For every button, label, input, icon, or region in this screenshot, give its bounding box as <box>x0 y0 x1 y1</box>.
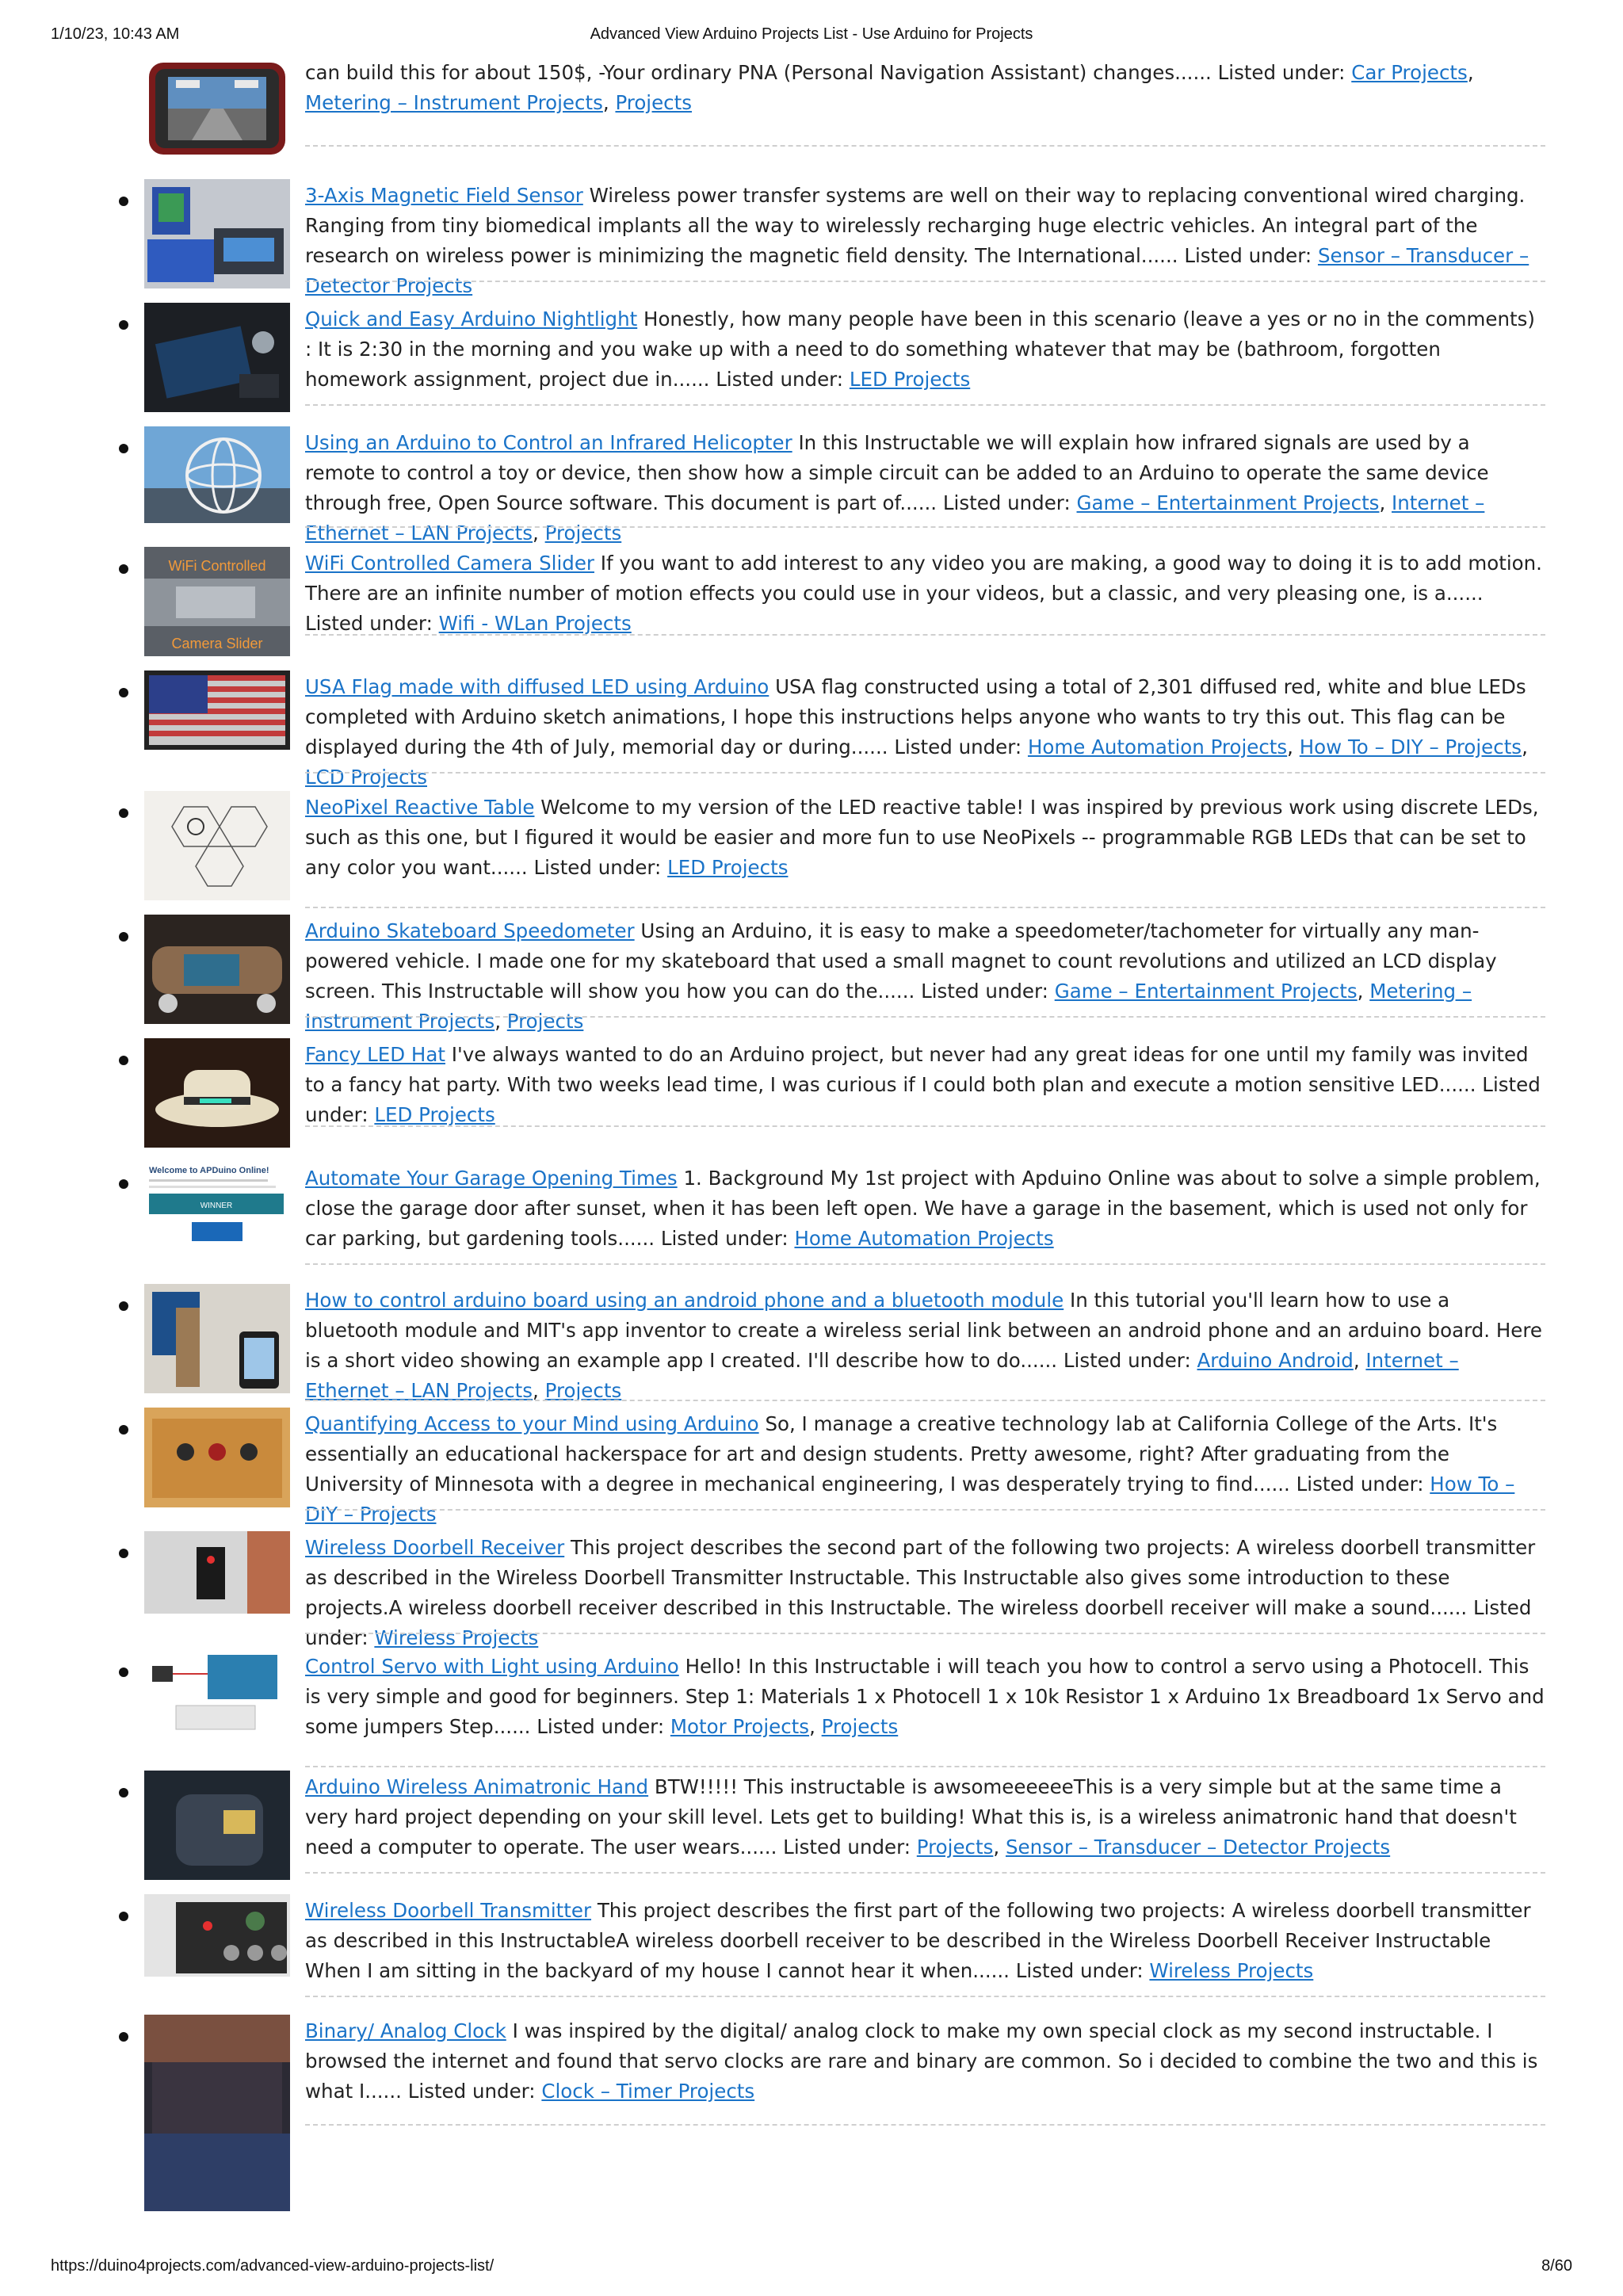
thumb-caption-badge: WINNER <box>200 1201 233 1210</box>
project-text: How to control arduino board using an android phone and a bluetooth module In this tutorial you'll learn how to use a bluetooth module and MIT's app inventor to create a wireless serial link between an android phone and an arduino board. Here is a short video showing an example app I created. I'll describe how to do...... Listed under: Arduino Android, Internet – Ethernet – LAN Projects, Projects <box>305 1289 1542 1402</box>
project-text: Automate Your Garage Opening Times 1. Background My 1st project with Apduino Online was about to solve a simple problem, close the garage door after sunset, when it has been left open. We have a garage in the basement, which is used not only for car parking, but gardening tools...... Listed under: Home Automation Projects <box>305 1167 1541 1250</box>
project-text: Fancy LED Hat I've always wanted to do an Arduino project, but never had any great ideas for one until my family was invited to a fancy hat party. With two weeks lead time, I was curious if I could both plan and execute a motion sensitive LED...... Listed under: LED Projects <box>305 1043 1541 1126</box>
entry-divider <box>305 1263 1545 1265</box>
category-link[interactable]: Projects <box>821 1715 899 1738</box>
entry-divider <box>305 526 1545 528</box>
entry-divider <box>305 907 1545 908</box>
magnetic-sensor-thumbnail[interactable] <box>144 179 290 288</box>
project-text: Using an Arduino to Control an Infrared Helicopter In this Instructable we will explain how infrared signals are used by a remote to control a toy or device, then show how a simple circuit can be added to an Arduino to operate the same device through free, Open Source software. This document is part of...... Listed under: Game – Entertainment Projects, Internet – Ethernet – LAN Projects, Projects <box>305 431 1489 544</box>
category-link[interactable]: Motor Projects <box>670 1715 810 1738</box>
list-bullet <box>119 1425 128 1435</box>
reactive-table-thumbnail[interactable] <box>144 791 290 900</box>
category-link[interactable]: LED Projects <box>667 856 789 879</box>
category-link[interactable]: Projects <box>544 1379 622 1402</box>
category-link[interactable]: Sensor – Transducer – Detector Projects <box>1005 1836 1391 1859</box>
project-title-link[interactable]: Wireless Doorbell Transmitter <box>305 1899 592 1922</box>
list-bullet <box>119 808 128 818</box>
entry-divider <box>305 1125 1545 1127</box>
print-datetime: 1/10/23, 10:43 AM <box>51 25 180 43</box>
category-link[interactable]: Game – Entertainment Projects <box>1076 491 1380 514</box>
category-link[interactable]: Projects <box>615 91 693 114</box>
nightlight-thumbnail[interactable] <box>144 303 290 412</box>
category-link[interactable]: Wifi - WLan Projects <box>438 612 632 635</box>
helicopter-thumbnail[interactable] <box>144 426 290 523</box>
list-bullet <box>119 1912 128 1921</box>
led-hat-thumbnail[interactable] <box>144 1038 290 1148</box>
project-title-link[interactable]: Control Servo with Light using Arduino <box>305 1655 679 1678</box>
skateboard-speedometer-thumbnail[interactable] <box>144 915 290 1024</box>
project-text: Arduino Wireless Animatronic Hand BTW!!!!! This instructable is awsomeeeeeeThis is a very simple but at the same time a very hard project depending on your skill level. Lets get to building! What this is, is a wireless animatronic hand that doesn't need a computer to operate. The user wears...... Listed under: Projects, Sensor – Transducer – Detector Projects <box>305 1775 1517 1859</box>
entry-divider <box>305 281 1545 282</box>
project-text: Binary/ Analog Clock I was inspired by the digital/ analog clock to make my own special clock as my second instructable. I browsed the internet and found that servo clocks are rare and binary are common. So i decided to combine the two and this is what I...... Listed under: Clock – Timer Projects <box>305 2019 1538 2103</box>
category-link[interactable]: Home Automation Projects <box>794 1227 1054 1250</box>
project-title-link[interactable]: Binary/ Analog Clock <box>305 2019 506 2042</box>
project-text: can build this for about 150$, -Your ordinary PNA (Personal Navigation Assistant) changes...... Listed under: Car Projects, Metering – Instrument Projects, Projects <box>305 61 1474 114</box>
page-number: 8/60 <box>1541 2257 1572 2275</box>
category-link[interactable]: Home Automation Projects <box>1027 735 1288 758</box>
project-title-link[interactable]: WiFi Controlled Camera Slider <box>305 552 594 575</box>
project-text: Arduino Skateboard Speedometer Using an Arduino, it is easy to make a speedometer/tachometer for virtually any man-powered vehicle. I made one for my skateboard that used a small magnet to count revolutions and utilized an LCD display screen. This Instructable will show you how you can do the...... Listed under: Game – Entertainment Projects, Metering – Instrument Projects, Projects <box>305 919 1497 1033</box>
project-text: Quantifying Access to your Mind using Arduino So, I manage a creative technology lab at California College of the Arts. It's essentially an educational hackerspace for art and design students. Pretty awesome, right? After graduating from the University of Minnesota with a degree in mechanical engineering, I was desperately trying to find...... Listed under: How To – DIY – Projects <box>305 1412 1515 1526</box>
category-link[interactable]: Projects <box>506 1010 584 1033</box>
list-bullet <box>119 1179 128 1189</box>
project-text: Quick and Easy Arduino Nightlight Honestly, how many people have been in this scenario (leave a yes or no in the comments) : It is 2:30 in the morning and you wake up with a need to do something whatever that may be (bathroom, forgotten homework assignment, project due in...... Listed under: LED Projects <box>305 308 1535 391</box>
project-title-link[interactable]: 3-Axis Magnetic Field Sensor <box>305 184 583 207</box>
category-link[interactable]: Game – Entertainment Projects <box>1054 980 1358 1003</box>
android-bluetooth-thumbnail[interactable] <box>144 1284 290 1393</box>
project-title-link[interactable]: Automate Your Garage Opening Times <box>305 1167 678 1190</box>
category-link[interactable]: Internet – Ethernet – LAN Projects <box>305 491 1485 544</box>
entry-divider <box>305 634 1545 636</box>
entry-divider <box>305 1016 1545 1018</box>
project-text: WiFi Controlled Camera Slider If you want to add interest to any video you are making, a good way to doing it is to add motion. There are an infinite number of motion effects you could use in your videos, but a classic, and very pleasing one, is a...... Listed under: Wifi - WLan Projects <box>305 552 1542 635</box>
category-link[interactable]: LCD Projects <box>305 766 427 789</box>
category-link[interactable]: LED Projects <box>849 368 971 391</box>
camera-slider-thumbnail[interactable] <box>144 547 290 656</box>
thumb-caption-bottom: Camera Slider <box>171 636 263 651</box>
category-link[interactable]: How To – DIY – Projects <box>1299 735 1522 758</box>
list-bullet <box>119 1056 128 1065</box>
list-bullet <box>119 1301 128 1311</box>
project-title-link[interactable]: Using an Arduino to Control an Infrared Helicopter <box>305 431 792 454</box>
category-link[interactable]: Projects <box>916 1836 994 1859</box>
usa-flag-thumbnail[interactable] <box>144 670 290 750</box>
list-bullet <box>119 320 128 330</box>
thumb-caption-top: Welcome to APDuino Online! <box>149 1166 269 1175</box>
doorbell-transmitter-thumbnail[interactable] <box>144 1894 290 1977</box>
project-title-link[interactable]: NeoPixel Reactive Table <box>305 796 535 819</box>
entry-divider <box>305 1996 1545 1997</box>
category-link[interactable]: Arduino Android <box>1197 1349 1354 1372</box>
project-title-link[interactable]: Fancy LED Hat <box>305 1043 445 1066</box>
list-bullet <box>119 1788 128 1797</box>
entry-divider <box>305 404 1545 406</box>
category-link[interactable]: Wireless Projects <box>1149 1959 1314 1982</box>
print-header <box>51 25 1572 49</box>
print-url: https://duino4projects.com/advanced-view-arduino-projects-list/ <box>51 2257 495 2275</box>
list-bullet <box>119 1668 128 1677</box>
category-link[interactable]: Clock – Timer Projects <box>541 2080 755 2103</box>
gps-navigator-thumbnail[interactable] <box>144 59 290 159</box>
category-link[interactable]: Wireless Projects <box>374 1626 539 1649</box>
list-bullet <box>119 197 128 206</box>
list-bullet <box>119 564 128 574</box>
project-text: Wireless Doorbell Receiver This project describes the second part of the following two projects: A wireless doorbell transmitter as described in the Wireless Doorbell Transmitter Instructable. This Instructable also gives some introduction to these projects.A wireless doorbell receiver described in this Instructable. The wireless doorbell receiver will make a sound...... Listed under: Wireless Projects <box>305 1536 1536 1649</box>
category-link[interactable]: Metering – Instrument Projects <box>305 91 603 114</box>
category-link[interactable]: How To – DIY – Projects <box>305 1473 1515 1526</box>
category-link[interactable]: LED Projects <box>374 1103 495 1126</box>
project-title-link[interactable]: Quick and Easy Arduino Nightlight <box>305 308 638 330</box>
servo-light-thumbnail[interactable] <box>144 1650 290 1733</box>
project-title-link[interactable]: Quantifying Access to your Mind using Arduino <box>305 1412 759 1435</box>
entry-divider <box>305 2124 1545 2126</box>
category-link[interactable]: Projects <box>544 521 622 544</box>
category-link[interactable]: Car Projects <box>1351 61 1468 84</box>
project-title-link[interactable]: Arduino Skateboard Speedometer <box>305 919 635 942</box>
apduino-thumbnail[interactable] <box>144 1162 290 1249</box>
project-title-link[interactable]: How to control arduino board using an android phone and a bluetooth module <box>305 1289 1064 1312</box>
category-link[interactable]: Metering – Instrument Projects <box>305 980 1472 1033</box>
project-text: Control Servo with Light using Arduino Hello! In this Instructable i will teach you how to control a servo using a Photocell. This is very simple and good for beginners. Step 1: Materials 1 x Photocell 1 x 10k Resistor 1 x Arduino 1x Breadboard 1x Servo and some jumpers Step...... Listed under: Motor Projects, Projects <box>305 1655 1545 1738</box>
thumb-caption-top: WiFi Controlled <box>168 558 266 574</box>
entry-divider <box>305 1509 1545 1511</box>
project-text: NeoPixel Reactive Table Welcome to my version of the LED reactive table! I was inspired by previous work using discrete LEDs, such as this one, but I figured it would be easier and more fun to use NeoPixels -- programmable RGB LEDs that can be set to any color you want...... Listed under: LED Projects <box>305 796 1539 879</box>
category-link[interactable]: Internet – Ethernet – LAN Projects <box>305 1349 1459 1402</box>
mind-access-thumbnail[interactable] <box>144 1408 290 1507</box>
project-text: Wireless Doorbell Transmitter This project describes the first part of the following two projects: A wireless doorbell transmitter as described in this InstructableA wireless doorbell receiver to be described in the Wireless Doorbell Receiver Instructable When I am sitting in the backyard of my house I cannot hear it when...... Listed under: Wireless Projects <box>305 1899 1531 1982</box>
project-title-link[interactable]: USA Flag made with diffused LED using Arduino <box>305 675 769 698</box>
binary-clock-thumbnail[interactable] <box>144 2015 290 2211</box>
entry-divider <box>305 772 1545 774</box>
list-bullet <box>119 444 128 453</box>
project-text: USA Flag made with diffused LED using Arduino USA flag constructed using a total of 2,301 diffused red, white and blue LEDs completed with Arduino sketch animations, I hope this instructions helps anyone who wants to try this out. This flag can be displayed during the 4th of July, memorial day or during...... Listed under: Home Automation Projects, How To – DIY – Projects, LCD Projects <box>305 675 1528 789</box>
list-bullet <box>119 688 128 697</box>
print-page-title: Advanced View Arduino Projects List - Use Arduino for Projects <box>590 25 1033 43</box>
entry-divider <box>305 1633 1545 1634</box>
project-title-link[interactable]: Wireless Doorbell Receiver <box>305 1536 565 1559</box>
list-bullet <box>119 2032 128 2042</box>
category-link[interactable]: Sensor – Transducer – Detector Projects <box>305 244 1529 297</box>
animatronic-hand-thumbnail[interactable] <box>144 1771 290 1880</box>
entry-divider <box>305 145 1545 147</box>
entry-divider <box>305 1400 1545 1401</box>
print-footer <box>51 2257 1572 2281</box>
doorbell-receiver-thumbnail[interactable] <box>144 1531 290 1614</box>
list-bullet <box>119 932 128 942</box>
project-text: 3-Axis Magnetic Field Sensor Wireless power transfer systems are well on their way to replacing conventional wired charging. Ranging from tiny biomedical implants all the way to wirelessly recharging huge electric vehicles. An integral part of the research on wireless power is minimizing the magnetic field density. The International...... Listed under: Sensor – Transducer – Detector Projects <box>305 184 1529 297</box>
entry-divider <box>305 1872 1545 1874</box>
entry-divider <box>305 1766 1545 1767</box>
project-title-link[interactable]: Arduino Wireless Animatronic Hand <box>305 1775 649 1798</box>
list-bullet <box>119 1549 128 1558</box>
